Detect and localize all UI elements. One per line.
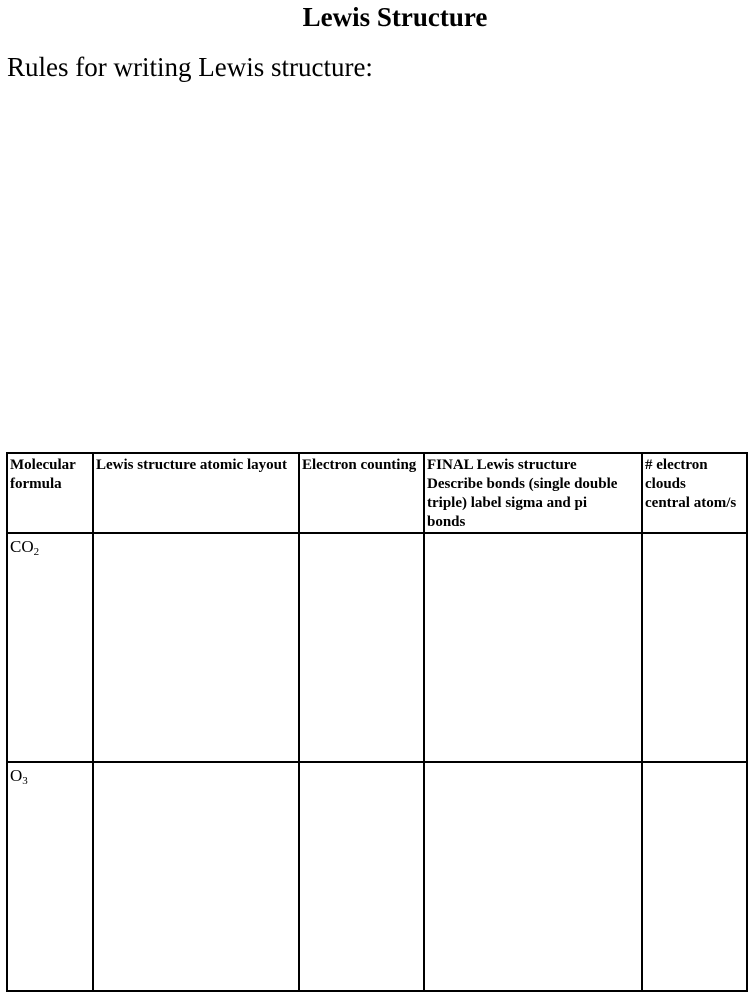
header-electron-clouds xyxy=(642,453,747,533)
header-text: Lewis structure atomic layout xyxy=(96,457,287,473)
header-text: clouds xyxy=(645,476,686,492)
electron-clouds-cell[interactable] xyxy=(642,762,747,991)
formula-base: CO xyxy=(10,537,34,556)
header-text: bonds xyxy=(427,514,466,530)
formula-cell xyxy=(7,533,93,762)
header-final-lewis-structure xyxy=(424,453,642,533)
electron-counting-cell[interactable] xyxy=(299,762,424,991)
atomic-layout-cell[interactable] xyxy=(93,533,299,762)
electron-clouds-cell[interactable] xyxy=(642,533,747,762)
formula-base: O xyxy=(10,766,23,785)
header-text: Describe bonds (single double xyxy=(427,476,618,492)
header-text: triple) label sigma and pi xyxy=(427,495,588,511)
formula-subscript: 3 xyxy=(22,775,28,787)
header-text: central atom/s xyxy=(645,495,737,511)
header-electron-counting xyxy=(299,453,424,533)
table-header-row xyxy=(7,453,747,533)
header-text: formula xyxy=(10,476,62,492)
header-text: # electron xyxy=(645,457,708,473)
lewis-structure-table xyxy=(6,452,748,992)
final-structure-cell[interactable] xyxy=(424,533,642,762)
header-molecular-formula xyxy=(7,453,93,533)
atomic-layout-cell[interactable] xyxy=(93,762,299,991)
formula-cell xyxy=(7,762,93,991)
electron-counting-cell[interactable] xyxy=(299,533,424,762)
table-row xyxy=(7,762,747,991)
final-structure-cell[interactable] xyxy=(424,762,642,991)
formula-subscript: 2 xyxy=(33,546,40,558)
page-title: Lewis Structure xyxy=(302,2,488,32)
header-atomic-layout xyxy=(93,453,299,533)
table-row xyxy=(7,533,747,762)
header-text: FINAL Lewis structure xyxy=(427,457,577,473)
rules-heading: Rules for writing Lewis structure: xyxy=(7,52,373,82)
header-text: Molecular xyxy=(10,457,76,473)
header-text: Electron counting xyxy=(302,457,417,473)
